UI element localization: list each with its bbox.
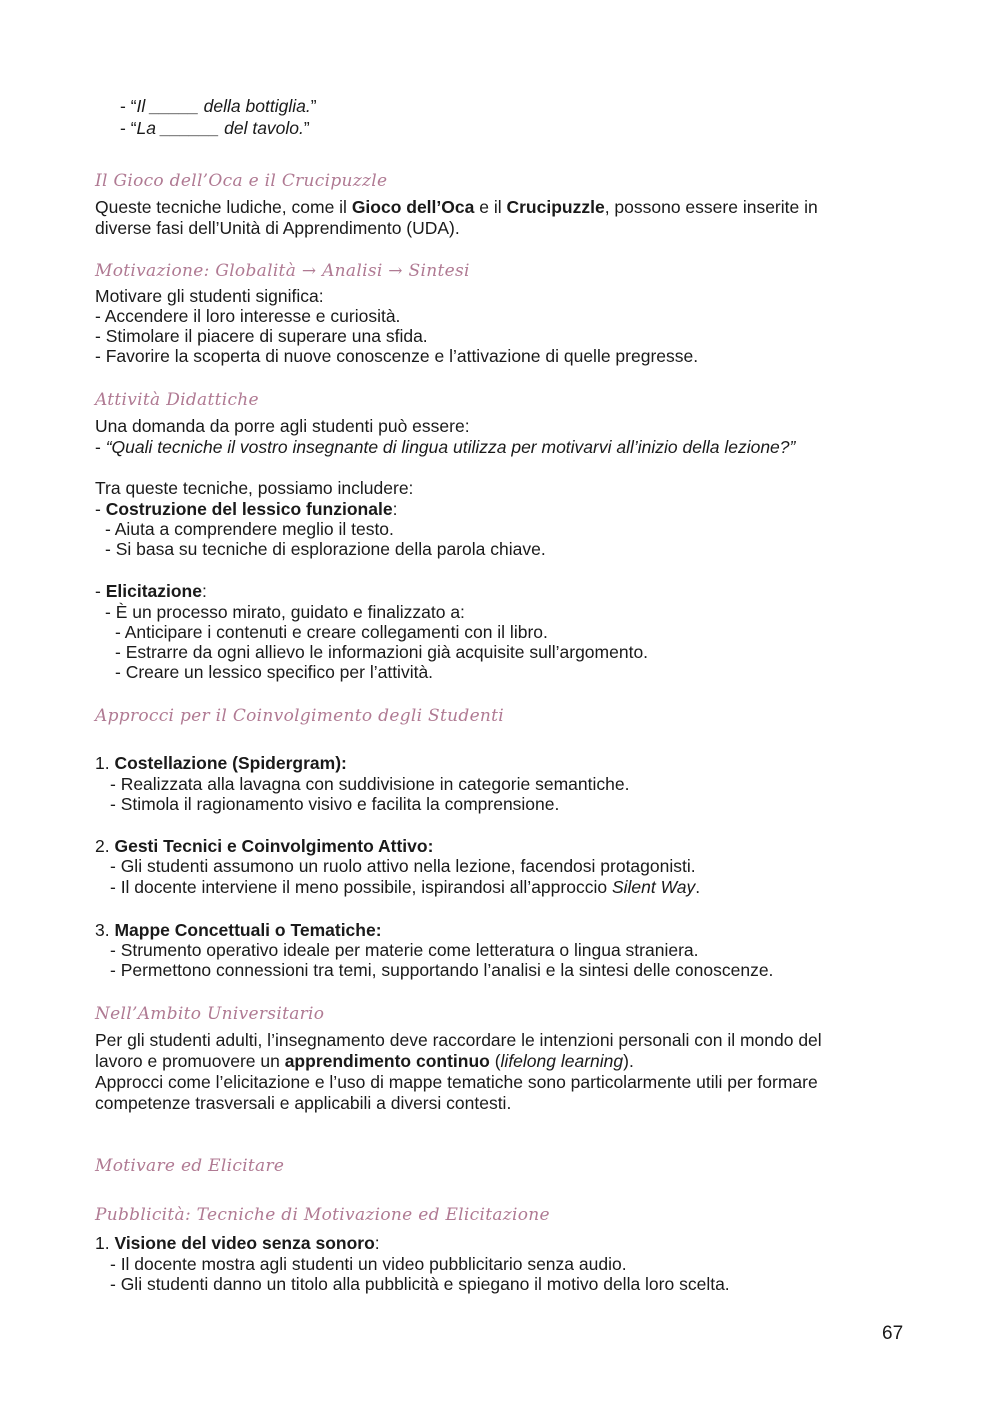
dash: - — [95, 437, 106, 457]
univ-paragraph-line: Per gli studenti adulti, l’insegnamento deve raccordare le intenzioni personali con il mondo del — [95, 1030, 822, 1050]
item-number: 3. — [95, 920, 115, 940]
technique-lessico-point: - Si basa su tecniche di esplorazione della parola chiave. — [105, 539, 546, 559]
dash: - — [95, 581, 106, 601]
text-run: ( — [489, 1051, 501, 1071]
approach-item-1-point: - Realizzata alla lavagna con suddivisione in categorie semantiche. — [110, 774, 630, 794]
colon: : — [201, 581, 207, 601]
technique-elicitazione-subpoint: - Creare un lessico specifico per l’attività. — [115, 662, 434, 682]
approach-item-1-title — [95, 753, 347, 774]
bold-term: Costruzione del lessico funzionale — [105, 499, 393, 519]
approach-item-3-title — [95, 920, 382, 941]
text-run: ). — [623, 1051, 634, 1071]
technique-lessico-title — [95, 499, 397, 520]
technique-elicitazione-subpoint: - Anticipare i contenuti e creare collegamenti con il libro. — [115, 622, 548, 642]
page-number: 67 — [882, 1323, 904, 1344]
technique-elicitazione-subpoint: - Estrarre da ogni allievo le informazioni già acquisite sull’argomento. — [115, 642, 649, 662]
quote-close: ” — [310, 96, 317, 116]
attivita-techniques-intro: Tra queste tecniche, possiamo includere: — [95, 478, 414, 498]
motivazione-line: - Favorire la scoperta di nuove conoscenze e l’attivazione di quelle pregresse. — [95, 346, 699, 366]
bold-term: Costellazione (Spidergram): — [114, 753, 347, 773]
approach-item-1-point: - Stimola il ragionamento visivo e facilita la comprensione. — [110, 794, 560, 814]
motivazione-line: - Accendere il loro interesse e curiosità. — [95, 306, 401, 326]
italic-term: Silent Way — [611, 877, 696, 897]
heading-motivazione: Motivazione: Globalità → Analisi → Sintesi — [95, 261, 470, 281]
pubblicita-item-1-point: - Gli studenti danno un titolo alla pubblicità e spiegano il motivo della loro scelta. — [110, 1274, 730, 1294]
italic-term: lifelong learning — [500, 1051, 624, 1071]
quote-open: - “ — [120, 96, 137, 116]
heading-ambito-universitario: Nell’Ambito Universitario — [95, 1004, 325, 1024]
text-run: - Il docente interviene il meno possibile, ispirandosi all’approccio — [110, 877, 612, 897]
gioco-paragraph-line-2: diverse fasi dell’Unità di Apprendimento (UDA). — [95, 218, 460, 238]
pubblicita-item-1-point: - Il docente mostra agli studenti un video pubblicitario senza audio. — [110, 1254, 627, 1274]
text-run: e il — [474, 197, 507, 217]
quote-open: - “ — [120, 118, 137, 138]
bold-term: Mappe Concettuali o Tematiche: — [114, 920, 382, 940]
univ-paragraph-line: competenze trasversali e applicabili a diversi contesti. — [95, 1093, 512, 1113]
colon: : — [392, 499, 398, 519]
heading-attivita-didattiche: Attività Didattiche — [95, 390, 259, 410]
technique-elicitazione-title — [95, 581, 207, 602]
approach-item-2-point — [110, 877, 700, 898]
question-text: “Quali tecniche il vostro insegnante di lingua utilizza per motivarvi all’inizio della lezione?” — [105, 437, 796, 457]
approach-item-3-point: - Permettono connessioni tra temi, supportando l’analisi e la sintesi delle conoscenze. — [110, 960, 774, 980]
text-run: lavoro e promuovere un — [95, 1051, 285, 1071]
item-number: 2. — [95, 836, 115, 856]
bold-term: apprendimento continuo — [284, 1051, 490, 1071]
bold-term: Elicitazione — [105, 581, 202, 601]
bold-term: Gioco dell’Oca — [351, 197, 475, 217]
attivita-question — [95, 437, 795, 458]
gioco-paragraph-line-1 — [95, 197, 818, 218]
fill-in-text-1: Il _____ della bottiglia. — [136, 96, 311, 116]
approach-item-2-point: - Gli studenti assumono un ruolo attivo nella lezione, facendosi protagonisti. — [110, 856, 696, 876]
approach-item-2-title — [95, 836, 433, 857]
bold-term: Crucipuzzle — [506, 197, 605, 217]
fill-in-line-1 — [120, 96, 317, 117]
item-number: 1. — [95, 753, 115, 773]
colon: : — [374, 1233, 380, 1253]
dash: - — [95, 499, 106, 519]
heading-gioco-oca: Il Gioco dell’Oca e il Crucipuzzle — [95, 171, 388, 191]
attivita-question-intro: Una domanda da porre agli studenti può essere: — [95, 416, 470, 436]
heading-pubblicita: Pubblicità: Tecniche di Motivazione ed Elicitazione — [95, 1205, 550, 1225]
motivazione-line: Motivare gli studenti significa: — [95, 286, 324, 306]
heading-approcci: Approcci per il Coinvolgimento degli Studenti — [95, 706, 505, 726]
text-run: Queste tecniche ludiche, come il — [95, 197, 352, 217]
period: . — [695, 877, 701, 897]
technique-lessico-point: - Aiuta a comprendere meglio il testo. — [105, 519, 394, 539]
motivazione-line: - Stimolare il piacere di superare una sfida. — [95, 326, 428, 346]
fill-in-text-2: La ______ del tavolo. — [136, 118, 304, 138]
item-number: 1. — [95, 1233, 115, 1253]
technique-elicitazione-point: - È un processo mirato, guidato e finalizzato a: — [105, 602, 465, 622]
heading-motivare-elicitare: Motivare ed Elicitare — [95, 1156, 285, 1176]
approach-item-3-point: - Strumento operativo ideale per materie come letteratura o lingua straniera. — [110, 940, 699, 960]
bold-term: Visione del video senza sonoro — [114, 1233, 375, 1253]
fill-in-line-2 — [120, 118, 310, 139]
bold-term: Gesti Tecnici e Coinvolgimento Attivo: — [114, 836, 434, 856]
pubblicita-item-1-title — [95, 1233, 380, 1254]
univ-paragraph-line — [95, 1051, 634, 1072]
univ-paragraph-line: Approcci come l’elicitazione e l’uso di mappe tematiche sono particolarmente utili per formare — [95, 1072, 818, 1092]
text-run: , possono essere inserite in — [604, 197, 818, 217]
quote-close: ” — [303, 118, 310, 138]
